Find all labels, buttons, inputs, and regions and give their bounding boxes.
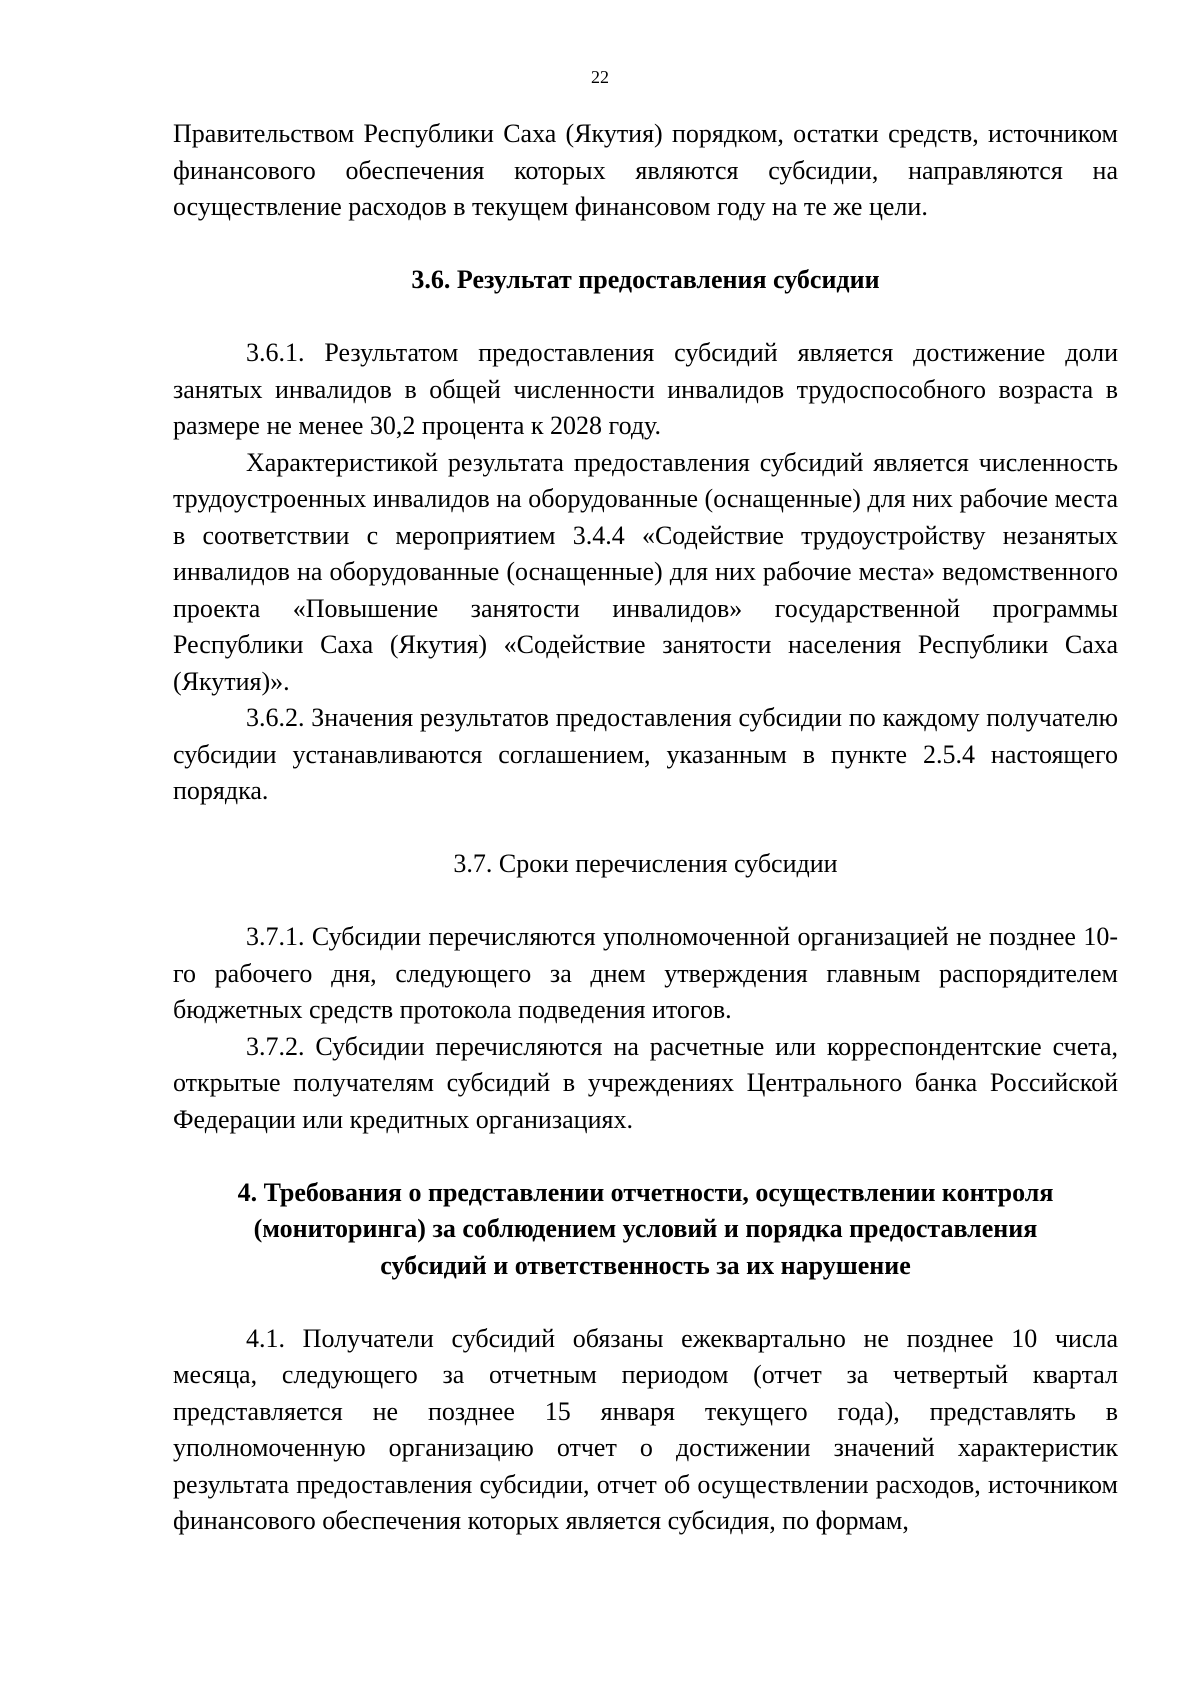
spacer bbox=[173, 226, 1118, 263]
document-body bbox=[173, 116, 1118, 1540]
spacer bbox=[173, 810, 1118, 847]
page-number: 22 bbox=[591, 67, 609, 87]
paragraph-3-7-2: 3.7.2. Субсидии перечисляются на расчетные или корреспондентские счета, открытые получателям субсидий в учреждениях Центрального банка Российской Федерации или кредитных организациях. bbox=[173, 1031, 1118, 1134]
section-4-heading-line-2: (мониторинга) за соблюдением условий и порядка предоставления bbox=[253, 1214, 1038, 1243]
paragraph-3-6-1: 3.6.1. Результатом предоставления субсидий является достижение доли занятых инвалидов в общей численности инвалидов трудоспособного возраста в размере не менее 30,2 процента к 2028 году. bbox=[173, 338, 1118, 440]
spacer bbox=[173, 1138, 1118, 1175]
section-4-heading-line-3: субсидий и ответственность за их нарушение bbox=[380, 1250, 911, 1280]
section-3-7-heading: 3.7. Сроки перечисления субсидии bbox=[453, 849, 838, 878]
section-3-6-heading: 3.6. Результат предоставления субсидии bbox=[411, 265, 880, 294]
paragraph-result-characteristic: Характеристикой результата предоставления субсидий является численность трудоустроенных инвалидов на оборудованные (оснащенные) для них рабочие места в соответствии с мероприятием 3.4.4 «Содействие трудоустройству незанятых инвалидов на оборудованные (оснащенные) для них рабочие места» ведомственного проекта «Повышение занятости инвалидов» государственной программы Республики Саха (Якутия) «Содействие занятости населения Республики Саха (Якутия)». bbox=[173, 447, 1118, 696]
paragraph-4-1: 4.1. Получатели субсидий обязаны ежеквартально не позднее 10 числа месяца, следующего за отчетным периодом (отчет за четвертый квартал представляется не позднее 15 января текущего года), представлять в уполномоченную организацию отчет о достижении значений характеристик результата предоставления субсидии, отчет об осуществлении расходов, источником финансового обеспечения которых является субсидия, по формам, bbox=[173, 1323, 1118, 1535]
paragraph-3-6-2: 3.6.2. Значения результатов предоставления субсидии по каждому получателю субсидии устанавливаются соглашением, указанным в пункте 2.5.4 настоящего порядка. bbox=[173, 703, 1118, 805]
spacer bbox=[173, 1284, 1118, 1321]
spacer bbox=[173, 299, 1118, 336]
section-4-heading-line-1: 4. Требования о представлении отчетности, осуществлении контроля bbox=[237, 1177, 1054, 1207]
paragraph-3-7-1: 3.7.1. Субсидии перечисляются уполномоченной организацией не позднее 10-го рабочего дня, следующего за днем утверждения главным распорядителем бюджетных средств протокола подведения итогов. bbox=[173, 922, 1118, 1024]
spacer bbox=[173, 883, 1118, 920]
paragraph-continuation: Правительством Республики Саха (Якутия) порядком, остатки средств, источником финансового обеспечения которых являются субсидии, направляются на осуществление расходов в текущем финансовом году на те же цели. bbox=[173, 119, 1118, 221]
section-4-heading bbox=[173, 1175, 1118, 1285]
